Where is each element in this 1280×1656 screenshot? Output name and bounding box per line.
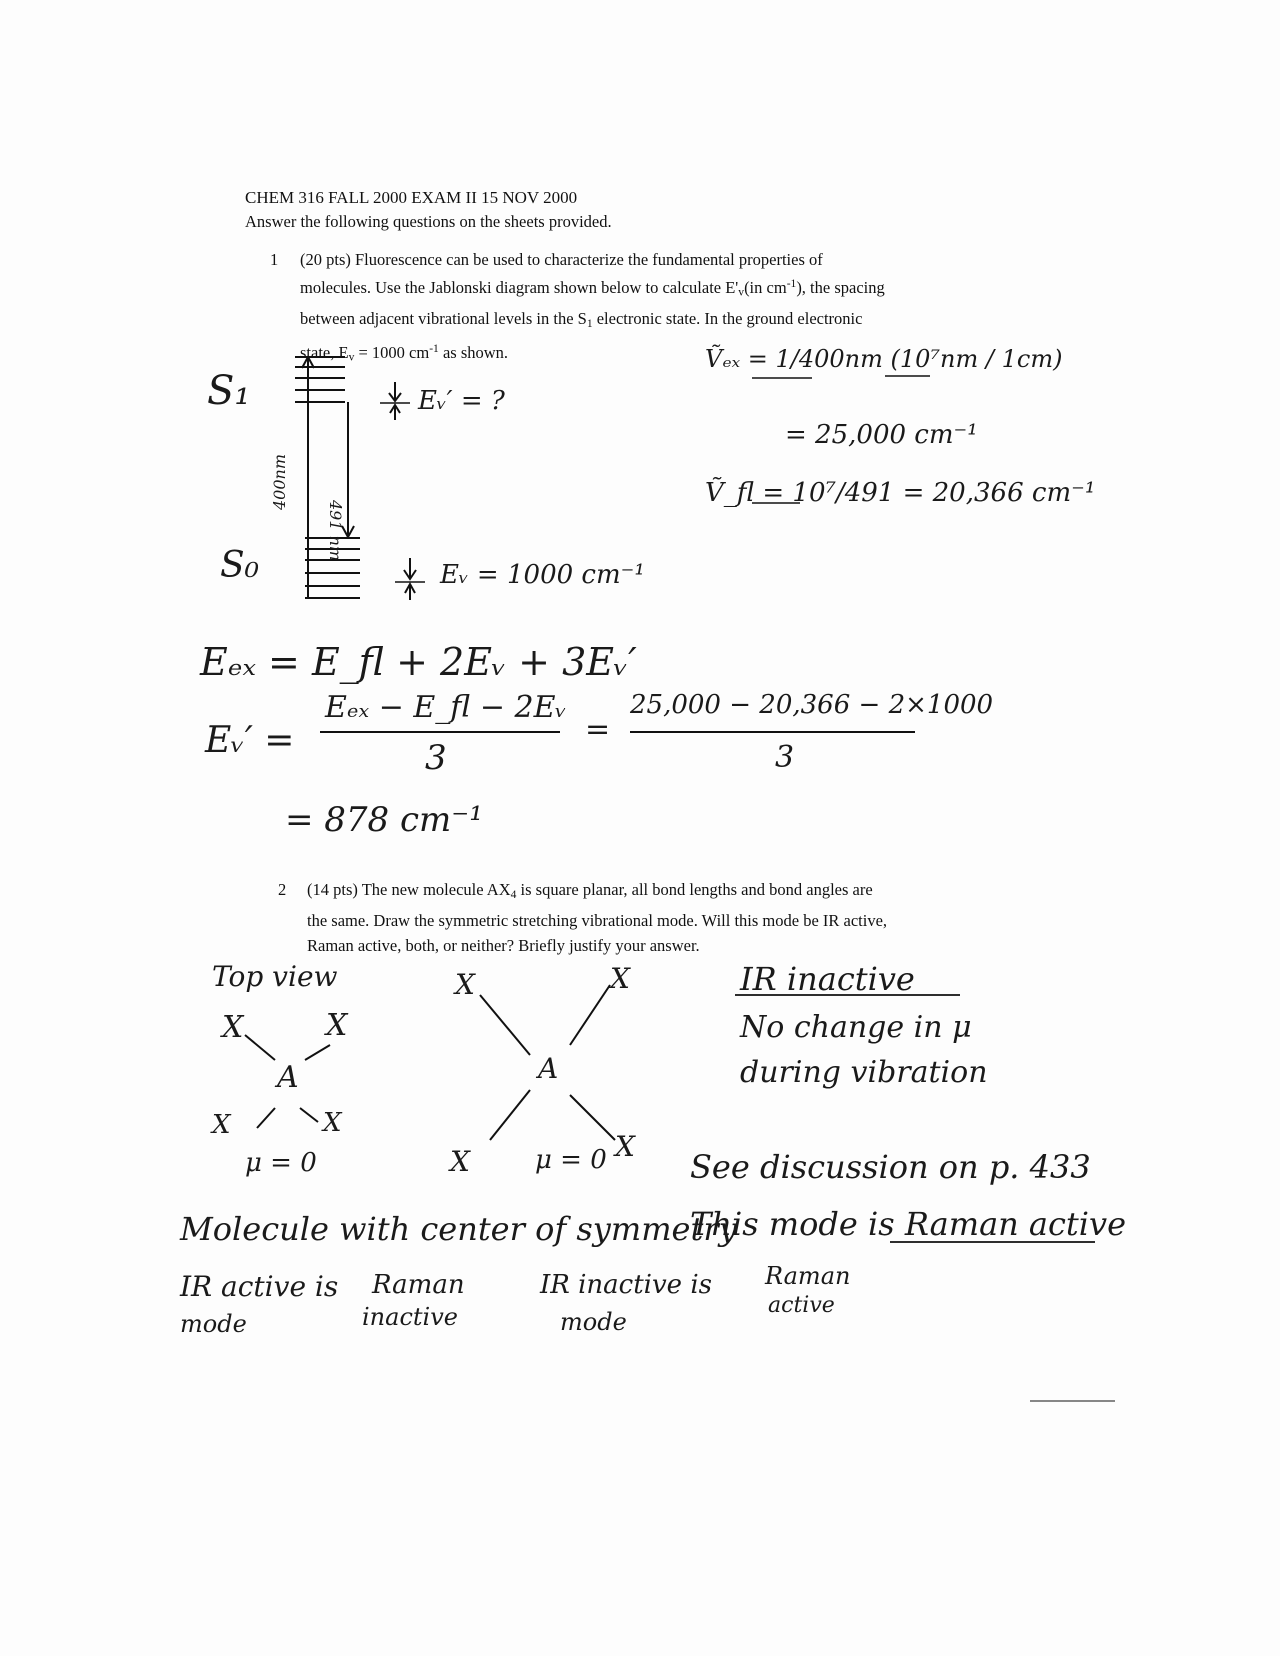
energy-balance-equation: Eₑₓ = E_fl + 2Eᵥ + 3Eᵥ′ [200, 640, 637, 684]
question-1-number: 1 [270, 250, 279, 269]
exam-title: CHEM 316 FALL 2000 EXAM II 15 NOV 2000 [245, 188, 578, 207]
q1-line-d: state, $E_v = 1000$ $cm^{-1}$ as shown. [300, 342, 509, 364]
stretch-bond-3 [490, 1090, 530, 1140]
answer-878: = 878 cm⁻¹ [285, 800, 483, 840]
top-view-a: A [277, 1060, 299, 1095]
eq2-right-denominator: 3 [775, 740, 795, 775]
question-2-number: 2 [278, 880, 287, 899]
stretch-x-4: X [615, 1130, 635, 1163]
top-view-bond-4 [300, 1108, 318, 1122]
top-view-x-2: X [326, 1008, 348, 1043]
mode-word-2: mode [560, 1308, 627, 1336]
eq2-numerator: Eₑₓ − E_fl − 2Eᵥ [325, 690, 567, 725]
s0-label: S₀ [220, 545, 260, 586]
q2-line-c: Raman active, both, or neither? Briefly justify your answer. [307, 935, 700, 955]
during-vibration-note: during vibration [740, 1055, 988, 1090]
top-view-x-4: X [323, 1108, 342, 1138]
exam-instructions: Answer the following questions on the sheets provided. [245, 212, 612, 231]
nu-fl-line: Ṽ_fl = 10⁷/491 = 20,366 cm⁻¹ [705, 478, 1096, 508]
top-view-label: Top view [212, 960, 338, 993]
q1-line-c: between adjacent vibrational levels in the $S_1$ electronic state. In the ground electronic [300, 308, 863, 330]
q2-line-b: the same. Draw the symmetric stretching vibrational mode. Will this mode be IR active, [307, 910, 888, 930]
nu-exc-line-1: Ṽₑₓ = 1/400nm (10⁷nm / 1cm) [705, 345, 1063, 373]
absorption-wavelength: 400nm [270, 453, 289, 510]
ev-prime-label: Eᵥ′ = ? [418, 386, 505, 416]
raman-word-1: Raman [372, 1270, 465, 1300]
eq2-right-numerator: 25,000 − 20,366 − 2×1000 [630, 690, 994, 720]
ir-inactive-note: IR inactive [740, 960, 915, 998]
stretch-x-2: X [610, 962, 630, 995]
stretch-bond-4 [570, 1095, 615, 1140]
raman-active-note: This mode is Raman active [690, 1205, 1127, 1243]
top-view-bond-2 [305, 1045, 330, 1060]
top-view-x-1: X [222, 1010, 244, 1045]
s1-label: S₁ [207, 368, 251, 414]
see-discussion-note: See discussion on p. 433 [690, 1148, 1091, 1186]
top-view-bond-3 [257, 1108, 275, 1128]
top-view-x-3: X [212, 1110, 231, 1140]
active-word-2: active [768, 1293, 835, 1318]
dipole-zero-left: μ = 0 [245, 1148, 317, 1178]
center-of-symmetry-note: Molecule with center of symmetry [180, 1210, 737, 1248]
eq2-denominator: 3 [425, 738, 447, 778]
stretch-x-3: X [450, 1145, 470, 1178]
fluorescence-wavelength: 491 nm [326, 500, 345, 562]
ir-active-is-note: IR active is [180, 1270, 339, 1303]
stretch-bond-2 [570, 985, 610, 1045]
dipole-zero-middle: μ = 0 [535, 1145, 607, 1175]
no-dipole-change-note: No change in μ [740, 1010, 972, 1045]
mode-word-1: mode [180, 1310, 247, 1338]
q1-line-b: molecules. Use the Jablonski diagram shown below to calculate $E'_v(in$ $cm^{-1}$), the spacing [300, 277, 885, 299]
stretch-x-1: X [455, 968, 475, 1001]
inactive-word-1: inactive [362, 1303, 458, 1331]
nu-exc-line-2: = 25,000 cm⁻¹ [785, 420, 978, 450]
ir-inactive-is-note: IR inactive is [540, 1270, 712, 1300]
ev-label: Eᵥ = 1000 cm⁻¹ [440, 560, 645, 590]
stretch-a: A [538, 1052, 559, 1085]
eq2-equals: = [585, 712, 611, 747]
eq2-lhs: Eᵥ′ = [205, 720, 295, 761]
stretch-bond-1 [480, 995, 530, 1055]
q1-line-a: (20 pts) Fluorescence can be used to characterize the fundamental properties of [300, 250, 823, 269]
q2-line-a: (14 pts) The new molecule $AX_4$ is square planar, all bond lengths and bond angles are [307, 880, 873, 901]
question-2-text [307, 877, 1027, 958]
raman-word-2: Raman [765, 1262, 851, 1290]
top-view-bond-1 [245, 1035, 275, 1060]
